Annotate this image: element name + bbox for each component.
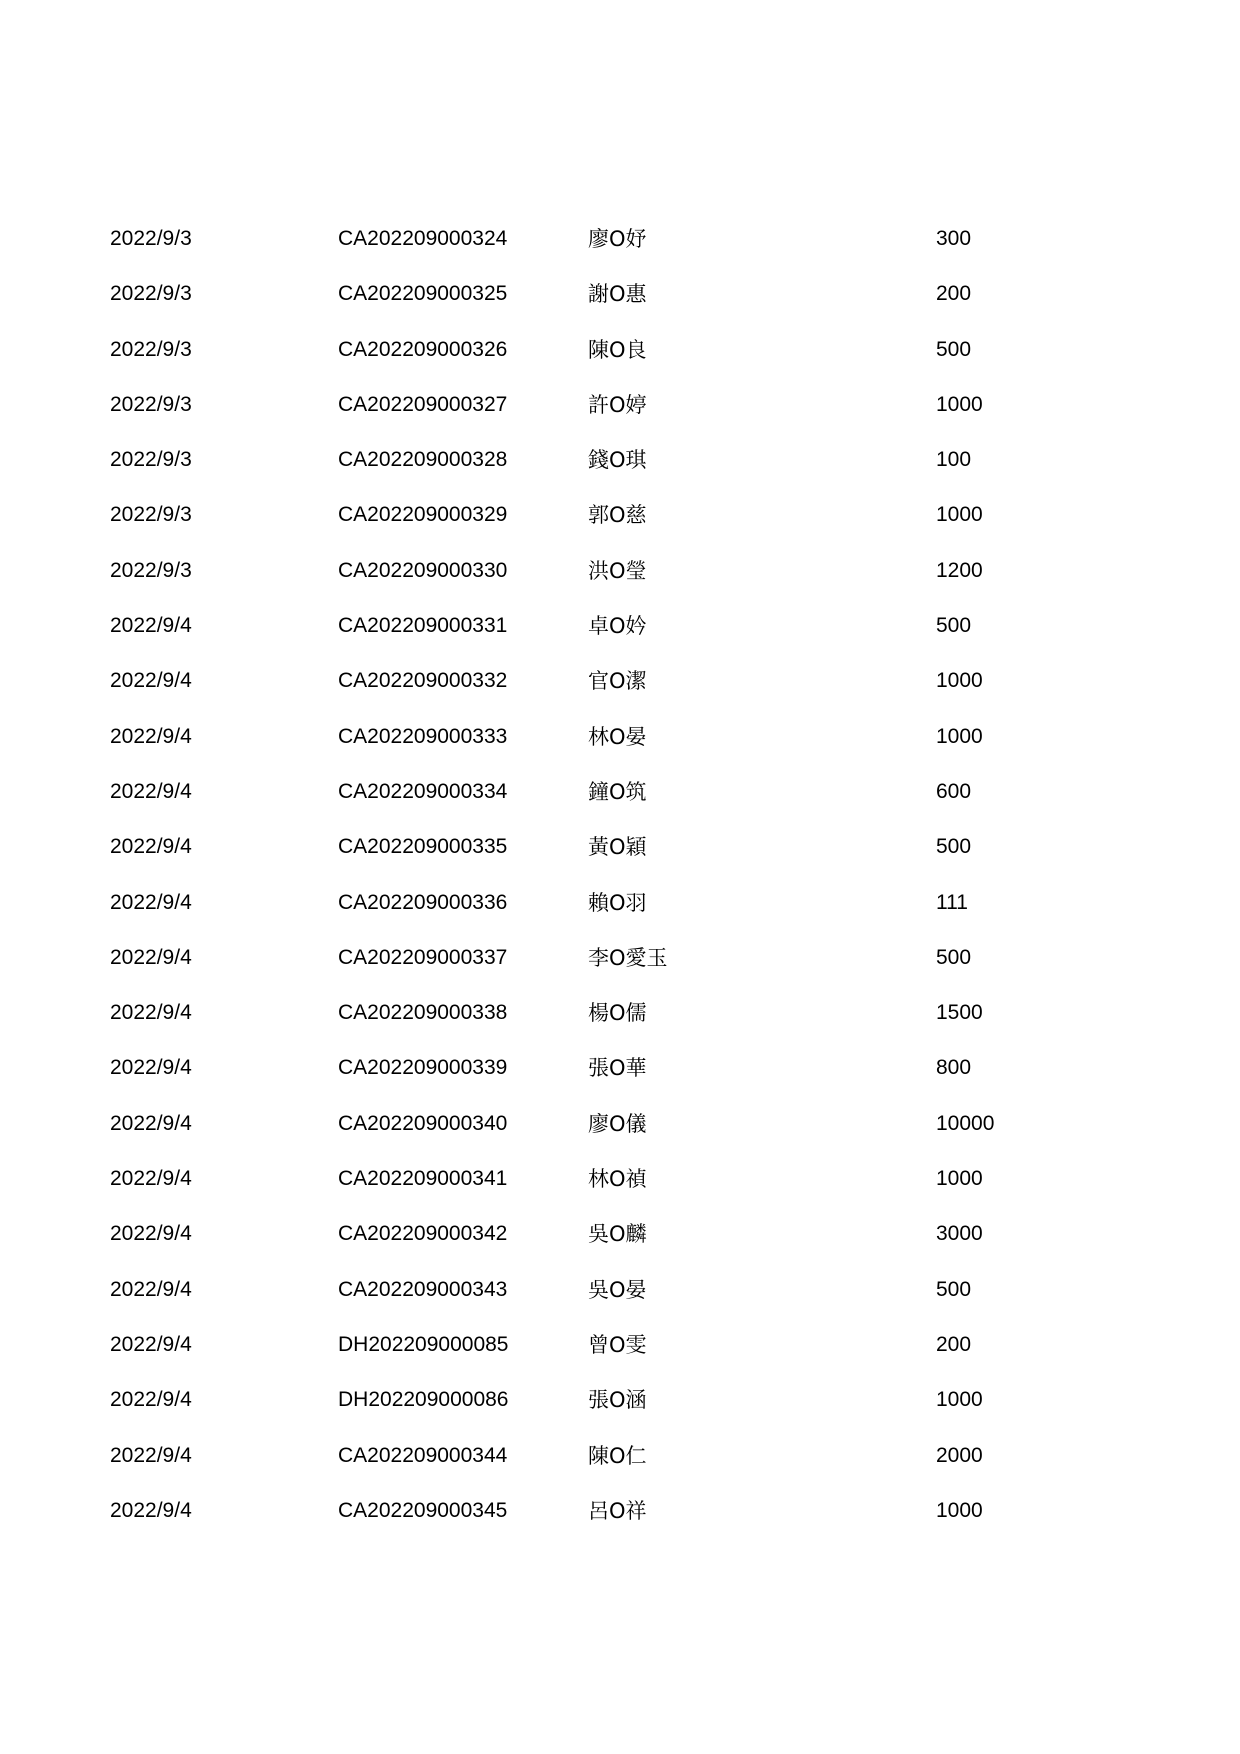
donor-name-cell: 洪O瑩 — [588, 558, 647, 583]
receipt-number-cell: CA202209000330 — [338, 558, 508, 582]
table-row — [0, 1487, 1240, 1542]
amount-cell: 2000 — [936, 1443, 983, 1467]
date-cell: 2022/9/4 — [110, 1332, 192, 1356]
receipt-number-cell: CA202209000335 — [338, 835, 508, 859]
table-row — [0, 381, 1240, 436]
table-row — [0, 1155, 1240, 1210]
amount-cell: 600 — [936, 779, 972, 803]
date-cell: 2022/9/3 — [110, 503, 192, 527]
donor-name-cell: 賴O羽 — [588, 890, 647, 915]
amount-cell: 3000 — [936, 1222, 983, 1246]
receipt-number-cell: CA202209000338 — [338, 1001, 508, 1025]
donor-name-cell: 林O晏 — [588, 724, 647, 749]
amount-cell: 200 — [936, 1332, 972, 1356]
table-row — [0, 713, 1240, 768]
date-cell: 2022/9/4 — [110, 669, 192, 693]
table-row — [0, 768, 1240, 823]
table-row — [0, 1376, 1240, 1431]
date-cell: 2022/9/4 — [110, 724, 192, 748]
donor-name-cell: 吳O晏 — [588, 1277, 647, 1302]
amount-cell: 800 — [936, 1056, 972, 1080]
donor-name-cell: 張O華 — [588, 1056, 647, 1081]
table-row — [0, 326, 1240, 381]
date-cell: 2022/9/4 — [110, 945, 192, 969]
table-row — [0, 1266, 1240, 1321]
date-cell: 2022/9/4 — [110, 1277, 192, 1301]
donor-name-cell: 陳O良 — [588, 337, 647, 362]
receipt-number-cell: CA202209000328 — [338, 448, 508, 472]
donor-name-cell: 吳O麟 — [588, 1222, 647, 1247]
receipt-number-cell: CA202209000329 — [338, 503, 508, 527]
table-row — [0, 270, 1240, 325]
donor-name-cell: 卓O妗 — [588, 614, 647, 639]
donor-name-cell: 謝O惠 — [588, 282, 647, 307]
amount-cell: 500 — [936, 614, 972, 638]
date-cell: 2022/9/4 — [110, 1388, 192, 1412]
table-row — [0, 657, 1240, 712]
receipt-number-cell: CA202209000327 — [338, 392, 508, 416]
donor-name-cell: 楊O儒 — [588, 1001, 647, 1026]
date-cell: 2022/9/3 — [110, 227, 192, 250]
donor-name-cell: 黃O穎 — [588, 835, 647, 860]
receipt-number-cell: CA202209000342 — [338, 1222, 508, 1246]
receipt-number-cell: CA202209000325 — [338, 282, 508, 306]
amount-cell: 500 — [936, 1277, 972, 1301]
donor-name-cell: 李O愛玉 — [588, 945, 668, 970]
date-cell: 2022/9/4 — [110, 1498, 192, 1522]
donor-name-cell: 許O婷 — [588, 392, 647, 417]
donor-name-cell: 廖O妤 — [588, 227, 647, 251]
date-cell: 2022/9/4 — [110, 779, 192, 803]
donor-name-cell: 廖O儀 — [588, 1111, 647, 1136]
amount-cell: 300 — [936, 227, 972, 250]
table-row — [0, 934, 1240, 989]
receipt-number-cell: CA202209000333 — [338, 724, 508, 748]
donor-name-cell: 張O涵 — [588, 1388, 647, 1413]
receipt-number-cell: CA202209000336 — [338, 890, 508, 914]
amount-cell: 200 — [936, 282, 972, 306]
table-row — [0, 1100, 1240, 1155]
table-row — [0, 989, 1240, 1044]
date-cell: 2022/9/3 — [110, 558, 192, 582]
receipt-number-cell: CA202209000324 — [338, 227, 508, 250]
amount-cell: 500 — [936, 835, 972, 859]
amount-cell: 1000 — [936, 503, 983, 527]
donor-name-cell: 呂O祥 — [588, 1498, 647, 1523]
table-row — [0, 547, 1240, 602]
table-row — [0, 602, 1240, 657]
receipt-number-cell: CA202209000332 — [338, 669, 508, 693]
amount-cell: 1500 — [936, 1001, 983, 1025]
table-row — [0, 879, 1240, 934]
receipt-number-cell: CA202209000341 — [338, 1167, 508, 1191]
amount-cell: 500 — [936, 337, 972, 361]
amount-cell: 1000 — [936, 1167, 983, 1191]
amount-cell: 1000 — [936, 1498, 983, 1522]
date-cell: 2022/9/4 — [110, 1056, 192, 1080]
receipt-number-cell: CA202209000340 — [338, 1111, 508, 1135]
receipt-number-cell: DH202209000086 — [338, 1388, 509, 1412]
donor-name-cell: 林O禎 — [588, 1167, 647, 1192]
donor-name-cell: 錢O琪 — [588, 448, 647, 473]
receipt-number-cell: CA202209000345 — [338, 1498, 508, 1522]
donor-name-cell: 官O潔 — [588, 669, 647, 694]
date-cell: 2022/9/4 — [110, 614, 192, 638]
amount-cell: 500 — [936, 945, 972, 969]
amount-cell: 1000 — [936, 724, 983, 748]
table-row — [0, 1044, 1240, 1099]
amount-cell: 1000 — [936, 1388, 983, 1412]
receipt-number-cell: DH202209000085 — [338, 1332, 509, 1356]
amount-cell: 100 — [936, 448, 972, 472]
date-cell: 2022/9/3 — [110, 392, 192, 416]
amount-cell: 1000 — [936, 669, 983, 693]
date-cell: 2022/9/4 — [110, 1001, 192, 1025]
date-cell: 2022/9/4 — [110, 1111, 192, 1135]
amount-cell: 1000 — [936, 392, 983, 416]
date-cell: 2022/9/4 — [110, 890, 192, 914]
date-cell: 2022/9/3 — [110, 282, 192, 306]
receipt-number-cell: CA202209000343 — [338, 1277, 508, 1301]
table-row — [0, 1210, 1240, 1265]
table-row — [0, 823, 1240, 878]
receipt-number-cell: CA202209000326 — [338, 337, 508, 361]
receipt-number-cell: CA202209000344 — [338, 1443, 508, 1467]
donor-name-cell: 曾O雯 — [588, 1332, 647, 1357]
date-cell: 2022/9/3 — [110, 448, 192, 472]
donor-name-cell: 郭O慈 — [588, 503, 647, 528]
date-cell: 2022/9/4 — [110, 1167, 192, 1191]
table-row — [0, 491, 1240, 546]
donor-name-cell: 陳O仁 — [588, 1443, 647, 1468]
table-row — [0, 436, 1240, 491]
donation-list — [0, 215, 1240, 1542]
date-cell: 2022/9/3 — [110, 337, 192, 361]
date-cell: 2022/9/4 — [110, 835, 192, 859]
receipt-number-cell: CA202209000334 — [338, 779, 508, 803]
table-row — [0, 1432, 1240, 1487]
receipt-number-cell: CA202209000339 — [338, 1056, 508, 1080]
table-row — [0, 1321, 1240, 1376]
amount-cell: 10000 — [936, 1111, 995, 1135]
date-cell: 2022/9/4 — [110, 1222, 192, 1246]
receipt-number-cell: CA202209000337 — [338, 945, 508, 969]
amount-cell: 111 — [936, 890, 968, 914]
date-cell: 2022/9/4 — [110, 1443, 192, 1467]
amount-cell: 1200 — [936, 558, 983, 582]
receipt-number-cell: CA202209000331 — [338, 614, 508, 638]
table-row — [0, 215, 1240, 270]
donor-name-cell: 鐘O筑 — [588, 779, 647, 804]
